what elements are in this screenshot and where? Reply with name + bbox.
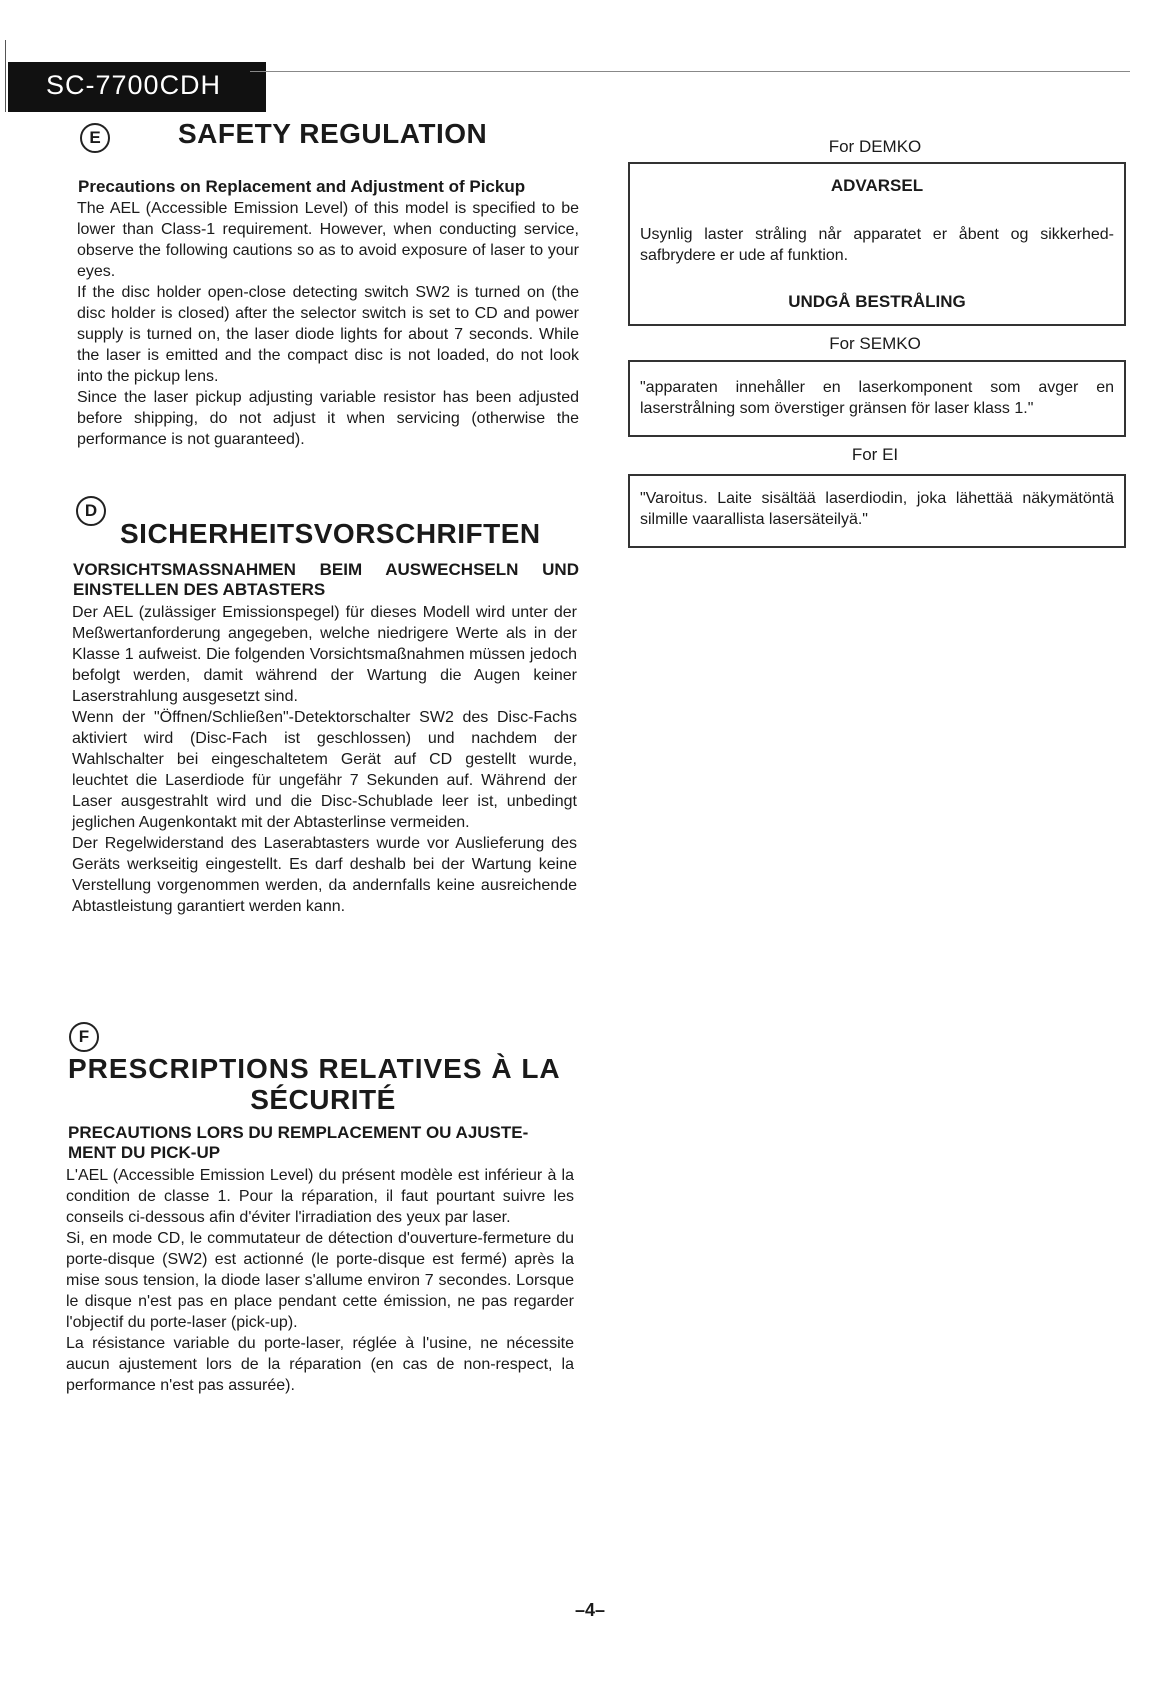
english-paragraph: Since the laser pickup adjusting variable resistor has been adjusted before shipping, do not adjust it when servicing (otherwise the performance is not guaranteed). (77, 389, 579, 448)
french-title-line1: PRESCRIPTIONS RELATIVES À LA (68, 1053, 561, 1084)
header-rule (250, 71, 1130, 72)
demko-warning-box (628, 162, 1126, 326)
german-paragraph: Der Regelwiderstand des Laserabtasters wurde vor Auslieferung des Geräts werkseitig eingestellt. Es darf deshalb bei der Wartung keine Verstellung vorgenommen werden, da andernfalls keine ausreichende Abtastleistung garantiert werden kann. (72, 835, 577, 915)
english-title: SAFETY REGULATION (178, 118, 488, 149)
demko-label: For DEMKO (828, 137, 922, 156)
page-number: –4– (574, 1600, 606, 1620)
demko-heading: ADVARSEL (830, 176, 924, 195)
ei-label: For EI (851, 445, 899, 464)
french-paragraph: La résistance variable du porte-laser, réglée à l'usine, ne nécessite aucun ajustement lors de la réparation (en cas de non-respect, la performance n'est pas assurée). (66, 1335, 574, 1394)
german-badge: D (76, 496, 106, 526)
french-paragraph: L'AEL (Accessible Emission Level) du présent modèle est inférieur à la condition de classe 1. Pour la réparation, il faut pourtant suivre les conseils ci-dessous afin d'éviter l'irradiation des yeux par laser. (66, 1167, 574, 1226)
english-paragraph: If the disc holder open-close detecting switch SW2 is turned on (the disc holder is closed) after the selector switch is set to CD and power supply is turned on, the laser diode lights for about 7 seconds. While the laser is emitted and the compact disc is not loaded, do not look into the pickup lens. (77, 284, 579, 385)
french-subtitle: PRECAUTIONS LORS DU REMPLACEMENT OU AJUSTE-MENT DU PICK-UP (68, 1123, 529, 1162)
german-subtitle: VORSICHTSMASSNAHMEN BEIM AUSWECHSELN UND EINSTELLEN DES ABTASTERS (73, 560, 579, 599)
french-title-line2: SÉCURITÉ (250, 1084, 396, 1115)
english-paragraph: The AEL (Accessible Emission Level) of this model is specified to be lower than Class-1 requirement. However, when conducting service, observe the following cautions so as to avoid exposure of laser to your eyes. (77, 200, 579, 280)
model-number: SC-7700CDH (46, 70, 222, 100)
margin-rule (5, 40, 6, 112)
ei-warning-box (628, 474, 1126, 548)
german-paragraph: Der AEL (zulässiger Emissionspegel) für dieses Modell wird unter der Meßwertanforderung angegeben, welche niedrigere Werte als in der Klasse 1 aufweist. Die folgenden Vorsichtsmaßnahmen müssen jedoch befolgt werden, damit während der Wartung die Augen keiner Laserstrahlung ausgesetzt sind. (72, 604, 577, 705)
demko-text: Usynlig laster stråling når apparatet er åbent og sikkerhed-safbrydere er ude af funktion. (640, 226, 1114, 264)
german-paragraph: Wenn der "Öffnen/Schließen"-Detektorschalter SW2 des Disc-Fachs aktiviert wird (Disc-Fach ist geschlossen) und nachdem der Wahlschalter bei eingeschaltetem Gerät auf CD gestellt wurde, leuchtet die Laserdiode für ungefähr 7 Sekunden auf. Während der Laser ausgestrahlt wird und die Disc-Schublade leer ist, unbedingt jeglichen Augenkontakt mit der Abtasterlinse vermeiden. (72, 709, 577, 831)
german-body (72, 602, 577, 917)
semko-label: For SEMKO (829, 334, 921, 353)
french-badge: F (69, 1022, 99, 1052)
demko-footer: UNDGÅ BESTRÅLING (788, 292, 966, 311)
ei-text: "Varoitus. Laite sisältää laserdiodin, joka lähettää näkymätöntä silmille vaarallista lasersäteilyä." (640, 490, 1114, 528)
english-subtitle: Precautions on Replacement and Adjustment of Pickup (78, 177, 526, 196)
semko-text: "apparaten innehåller en laserkomponent som avger en laserstrålning som överstiger gränsen för laser klass 1." (640, 379, 1114, 417)
french-body (66, 1165, 574, 1396)
english-body (77, 198, 579, 450)
german-title: SICHERHEITSVORSCHRIFTEN (120, 518, 541, 549)
semko-warning-box (628, 360, 1126, 437)
french-paragraph: Si, en mode CD, le commutateur de détection d'ouverture-fermeture du porte-disque (SW2) est actionné (le porte-disque est fermé) après la mise sous tension, la diode laser s'allume environ 7 secondes. Lorsque le disque n'est pas en place pendant cette émission, ne pas regarder l'objectif du porte-laser (pick-up). (66, 1230, 574, 1331)
model-badge (8, 62, 266, 112)
english-badge: E (80, 123, 110, 153)
